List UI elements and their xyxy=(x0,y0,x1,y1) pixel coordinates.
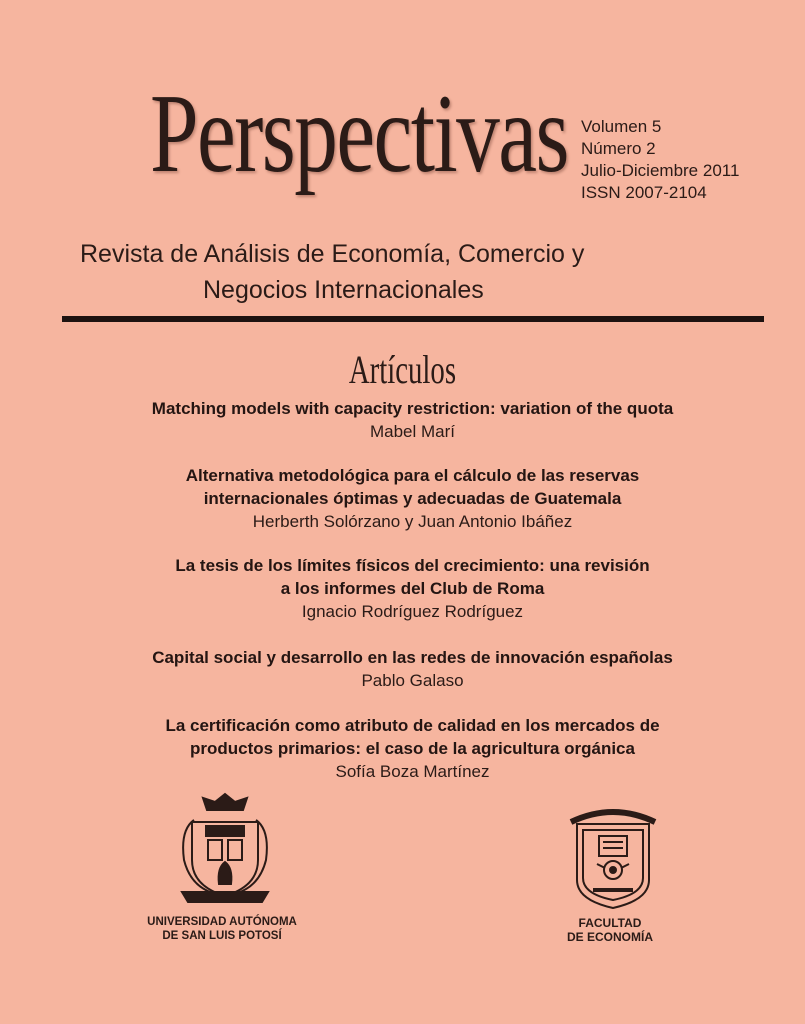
header-divider xyxy=(62,316,764,322)
article-5 xyxy=(40,714,785,783)
article-title: a los informes del Club de Roma xyxy=(280,579,545,598)
article-title: Alternativa metodológica para el cálculo de las reservas xyxy=(185,466,640,485)
article-author: Pablo Galaso xyxy=(361,671,464,690)
article-title: La certificación como atributo de calidad en los mercados de xyxy=(165,716,660,735)
period-label: Julio-Diciembre 2011 xyxy=(581,161,740,180)
journal-subtitle-line2: Negocios Internacionales xyxy=(203,276,484,304)
journal-title: Perspectivas xyxy=(150,72,568,196)
article-author: Sofía Boza Martínez xyxy=(335,762,490,781)
article-author: Mabel Marí xyxy=(369,422,456,441)
section-title-text: Artículos xyxy=(348,347,457,392)
university-crest-icon xyxy=(172,790,278,908)
volume-label: Volumen 5 xyxy=(581,117,662,136)
faculty-name-line2: DE ECONOMÍA xyxy=(566,930,653,944)
issue-info xyxy=(581,116,739,204)
article-1 xyxy=(40,397,785,443)
university-name-line1: UNIVERSIDAD AUTÓNOMA xyxy=(147,916,297,928)
article-title: Matching models with capacity restriction: variation of the quota xyxy=(151,399,674,418)
faculty-emblem-icon xyxy=(567,806,659,912)
article-title: internacionales óptimas y adecuadas de Guatemala xyxy=(203,489,622,508)
article-author: Herberth Solórzano y Juan Antonio Ibáñez xyxy=(252,512,573,531)
issn-label: ISSN 2007-2104 xyxy=(581,183,707,202)
section-title xyxy=(0,346,805,393)
article-2 xyxy=(40,464,785,533)
article-title: Capital social y desarrollo en las redes de innovación españolas xyxy=(152,648,673,667)
article-title: productos primarios: el caso de la agricultura orgánica xyxy=(190,739,635,758)
number-label: Número 2 xyxy=(581,139,656,158)
university-name-line2: DE SAN LUIS POTOSÍ xyxy=(162,930,282,942)
article-3 xyxy=(40,554,785,623)
article-author: Ignacio Rodríguez Rodríguez xyxy=(301,602,524,621)
faculty-name-line1: FACULTAD xyxy=(578,916,642,930)
article-title: La tesis de los límites físicos del crecimiento: una revisión xyxy=(175,556,650,575)
article-4 xyxy=(40,646,785,692)
journal-subtitle-line1: Revista de Análisis de Economía, Comercio y xyxy=(80,240,585,268)
